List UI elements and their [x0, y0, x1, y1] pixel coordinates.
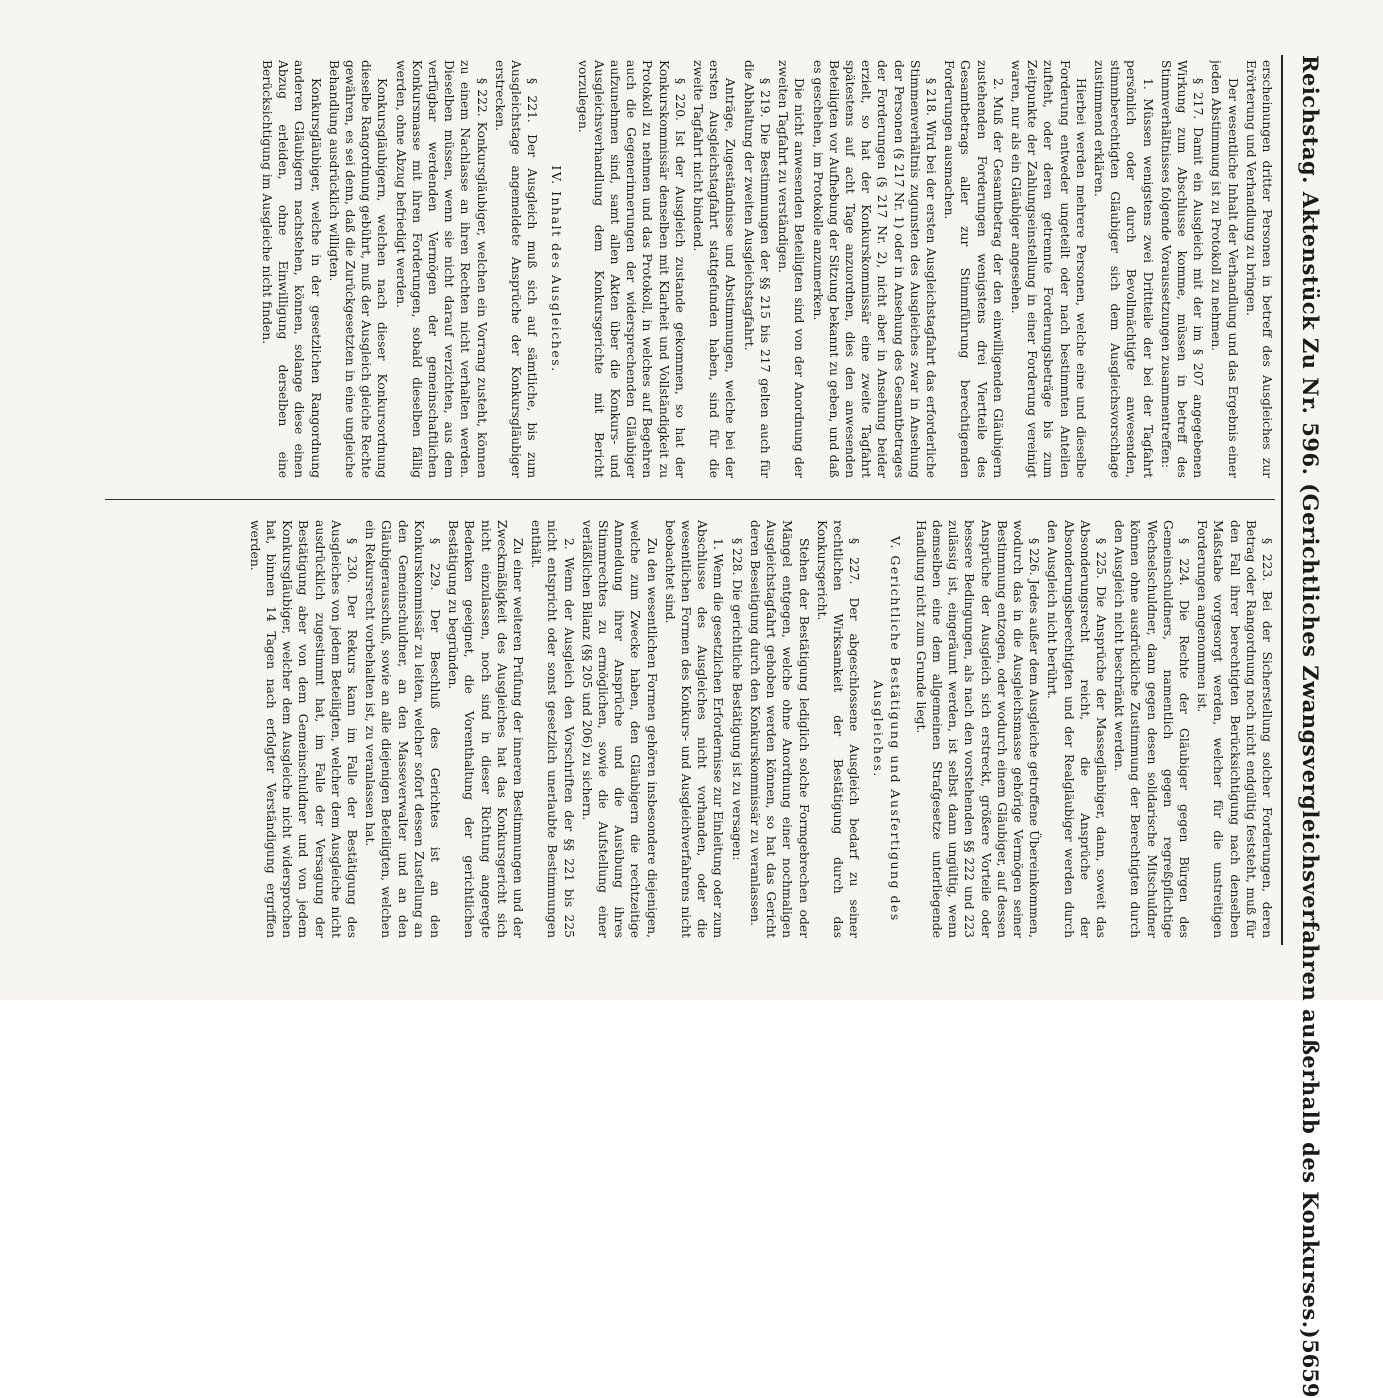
- paragraph: Konkursgläubiger, welche in der gesetzlichen Rangordnung anderen Gläubigern nachstehen, können, solange diese einen Abzug erleiden, ohne Einwilligung derselben eine Berücksichtigung im Ausgleiche nicht finden.: [260, 60, 323, 478]
- paragraph: 2. Wenn der Ausgleich den Vorschriften der §§ 221 bis 225 nicht entspricht oder sonst gesetzlich unerlaubte Bestimmungen enthält.: [529, 520, 576, 938]
- paragraph: § 227. Der abgeschlossene Ausgleich bedarf zu seiner rechtlichen Wirksamkeit der Bestätigung durch das Konkursgericht.: [814, 520, 862, 938]
- paragraph: § 217. Damit ein Ausgleich mit der im § 207 angegebenen Wirkung zum Abschlusse komme, müssen in betreff des Stimmverhältnisses folgende Voraussetzungen zusammentreffen:: [1158, 60, 1206, 478]
- page-number: 5659: [1298, 1339, 1323, 1398]
- paragraph: Der wesentliche Inhalt der Verhandlung und das Ergebnis einer jeden Abstimmung ist zu Protokoll zu nehmen.: [1209, 60, 1240, 478]
- paragraph: Stehen der Bestätigung lediglich solche Formgebrechen oder Mängel entgegen, welche ohne Anordnung einer nochmaligen Ausgleichstagfahrt gehoben werden können, so hat das Gericht deren Beseitigung durch den Konkurskommissär zu veranlassen.: [747, 520, 811, 938]
- paragraph: 2. Muß der Gesamtbetrag der den einwilligenden Gläubigern zustehenden Forderungen wenigstens drei Viertteile des Gesamtbetrags aller zur Stimmführung berechtigenden Forderungen ausmachen.: [942, 60, 1005, 478]
- paragraph: § 223. Bei der Sicherstellung solcher Forderungen, deren Betrag oder Rangordnung noch nicht endgültig feststeht, muß für den Fall ihrer berechtigten Berücksichtigung nach denselben Maßstabe vorgesorgt werden, welcher für die unstreitigen Forderungen angenommen ist.: [1195, 520, 1274, 938]
- section-heading-iv: IV. Inhalt des Ausgleiches.: [549, 165, 565, 373]
- running-title: Reichstag. Aktenstück Zu Nr. 596. (Gerichtliches Zwangsvergleichsverfahren außerhalb des Konkurses.): [1298, 55, 1323, 1340]
- paragraph: Anträge, Zugeständnisse und Abstimmungen, welche bei der ersten Ausgleichstagfahrt stattgefunden haben, sind für die zweite Tagfahrt nicht bindend.: [691, 60, 738, 478]
- paragraph: erscheinungen dritter Personen in betreff des Ausgleiches zur Erörterung und Verhandlung zu bringen.: [1243, 60, 1274, 478]
- paragraph: § 222. Konkursgläubiger, welchen ein Vorrang zusteht, können zu einem Nachlasse an ihren Rechten nicht verhalten werden. Dieselben müssen, wenn sie nicht darauf verzichten, aus dem verfügbar werdenden Vermögen der gemeinschaftlichen Konkursmasse mit ihren Forderungen, sobald dieselben fällig werden, ohne Abzug befriedigt werden.: [393, 60, 489, 478]
- paragraph: § 224. Die Rechte der Gläubiger gegen Bürgen des Gemeinschuldners, namentlich gegen regreßpflichtige Wechselschuldner, dann gegen desen solidarische Mitschuldner können ohne ausdrückliche Zustimmung der Berechtigten durch den Ausgleich nicht beschränkt werden.: [1112, 520, 1191, 938]
- left-paragraphs-after: [259, 60, 540, 478]
- paragraph: § 220. Ist der Ausgleich zustande gekommen, so hat der Konkurskommissär denselben mit Klarheit und Vollständigkeit zu Protokoll zu nehmen und das Protokoll, in welches auf Begehren auch die Gegenerinnerungen der widersprechenden Gläubiger aufzunehmen sind, samt allen Akten über die Konkurs- und Ausgleichsverhandlung dem Konkursgerichte mit Bericht vorzulegen.: [575, 60, 687, 478]
- left-paragraphs: [574, 60, 1275, 478]
- paragraph: Zu einer weiteren Prüfung der inneren Bestimmungen und der Zweckmäßigkeit des Ausgleiches hat das Konkursgericht sich nicht einzulassen, noch sind in dieser Richtung angeregte Bedenken geeignet, die Vorenthaltung der gerichtlichen Bestätigung zu begründen.: [446, 520, 526, 938]
- paragraph: Die nicht anwesenden Beteiligten sind von der Anordnung der zweiten Tagfahrt zu verständigen.: [776, 60, 807, 478]
- paragraph: § 219. Die Bestimmungen der §§ 215 bis 217 gelten auch für die Abhaltung der zweiten Ausgleichstagfahrt.: [741, 60, 772, 478]
- column-divider: [105, 499, 1275, 500]
- page-header: [1281, 55, 1323, 1398]
- paragraph: 1. Wenn die gesetzlichen Erfordernisse zur Einleitung oder zum Abschlusse des Ausgleiches nicht vorhanden, oder die wesentlichen Formen des Konkurs- und Ausgleichverfahrens nicht beobachtet sind.: [662, 520, 726, 938]
- left-column: [100, 60, 1275, 478]
- section-heading-v: V. Gerichtliche Bestätigung und Ausfertigung des Ausgleiches.: [871, 536, 903, 922]
- paragraph: Zu den wesentlichen Formen gehören insbesondere diejenigen, welche zum Zwecke haben, den Gläubigern die rechtzeitige Anmeldung ihrer Ansprüche und die Ausübung ihres Stimmrechtes zu ermöglichen, sowie die Aufstellung einer verläßlichen Bilanz (§§ 205 und 206) zu sichern.: [579, 520, 659, 938]
- right-paragraphs-after: [247, 520, 863, 938]
- right-column: [100, 520, 1275, 938]
- paragraph: § 230. Der Rekurs kann im Falle der Bestätigung des Ausgleiches von jedem Beteiligten, welcher dem Ausgleiche nicht ausdrücklich zugestimmt hat, im Falle der Versagung der Bestätigung aber von dem Gemeinschuldner und von jedem Konkursgläubiger, welcher dem Ausgleiche nicht widersprochen hat, binnen 14 Tagen nach erfolgter Verständigung ergriffen werden.: [247, 520, 360, 938]
- paragraph: Konkursgläubigern, welchen nach dieser Konkursordnung dieselbe Rangordnung gebührt, muß der Ausgleich gleiche Rechte gewähren, es sei denn, daß die Zurückgesetzten in eine ungleiche Behandlung ausdrücklich willigten.: [326, 60, 390, 478]
- paragraph: § 221. Der Ausgleich muß sich auf sämtliche, bis zum Ausgleichstage angemeldete Ansprüche der Konkursgläubiger erstrecken.: [492, 60, 540, 478]
- paragraph: § 218. Wird bei der ersten Ausgleichstagfahrt das erforderliche Stimmenverhältnis zugunsten des Ausgleiches zwar in Ansehung der Personen (§ 217 Nr. 1) oder in Ansehung des Gesamtbetrages der Forderungen (§ 217 Nr. 2), nicht aber in Ansehung beider erzielt, so hat der Konkurskommissär eine zweite Tagfahrt spätestens auf acht Tage anzuordnen, dies den anwesenden Beteiligten vor Aufhebung der Sitzung bekannt zu geben, und daß es geschehen, im Protokolle anzumerken.: [810, 60, 938, 478]
- paragraph: § 228. Die gerichtliche Bestätigung ist zu versagen:: [729, 538, 744, 861]
- paragraph: Hierbei werden mehrere Personen, welche eine und dieselbe Forderung entweder ungeteilt oder nach bestimmten Anteilen zufteht, oder deren getrennte Forderungsbeträge bis zum Zeitpunkte der Zahlungseinstellung in einer Forderung vereinigt waren, nur als ein Gläubiger angesehen.: [1008, 60, 1088, 478]
- paragraph: § 229. Der Beschluß des Gerichtes ist an den Konkurskommissär zu leiten, welcher sofort dessen Zustellung an den Gemeinschuldner, an den Masseverwalter und an den Gläubigerausschuß, sowie an alle diejenigen Beteiligten, welchen ein Rekursrecht vorbehalten ist, zu veranlassen hat.: [363, 520, 443, 938]
- paragraph: § 226. Jedes außer dem Ausgleiche getroffene Übereinkommen, wodurch das in die Ausgleichsmasse gehörige Vermögen seiner Bestimmung entzogen, oder wodurch einem Gläubiger, auf dessen Ansprüche der Ausgleich sich erstreckt, größere Vorteile oder bessere Bedingungen, als nach den vorstehenden §§ 222 und 223 zulässig ist, eingeräumt werden, ist selbst dann ungültig, wenn demselben eine dem allgemeinen Strafgesetze unterliegende Handlung nicht zum Grunde liegt.: [913, 520, 1042, 938]
- paragraph: § 225. Die Ansprüche der Masseglänbiger, dann, soweit das Absonderungsrecht reicht, die Ansprüche der Absonderungsberechtigten und der Realgläubiger werden durch den Ausgleich nicht berührt.: [1045, 520, 1108, 938]
- right-paragraphs: [913, 520, 1275, 938]
- paragraph: 1. Müssen wenigstens zwei Drittteile der bei der Tagfahrt persönlich oder durch Bevollmächtigte anwesenden, stimmberechtigten Gläubiger sich dem Ausgleichsvorschlage zustimmend erklären.: [1091, 60, 1155, 478]
